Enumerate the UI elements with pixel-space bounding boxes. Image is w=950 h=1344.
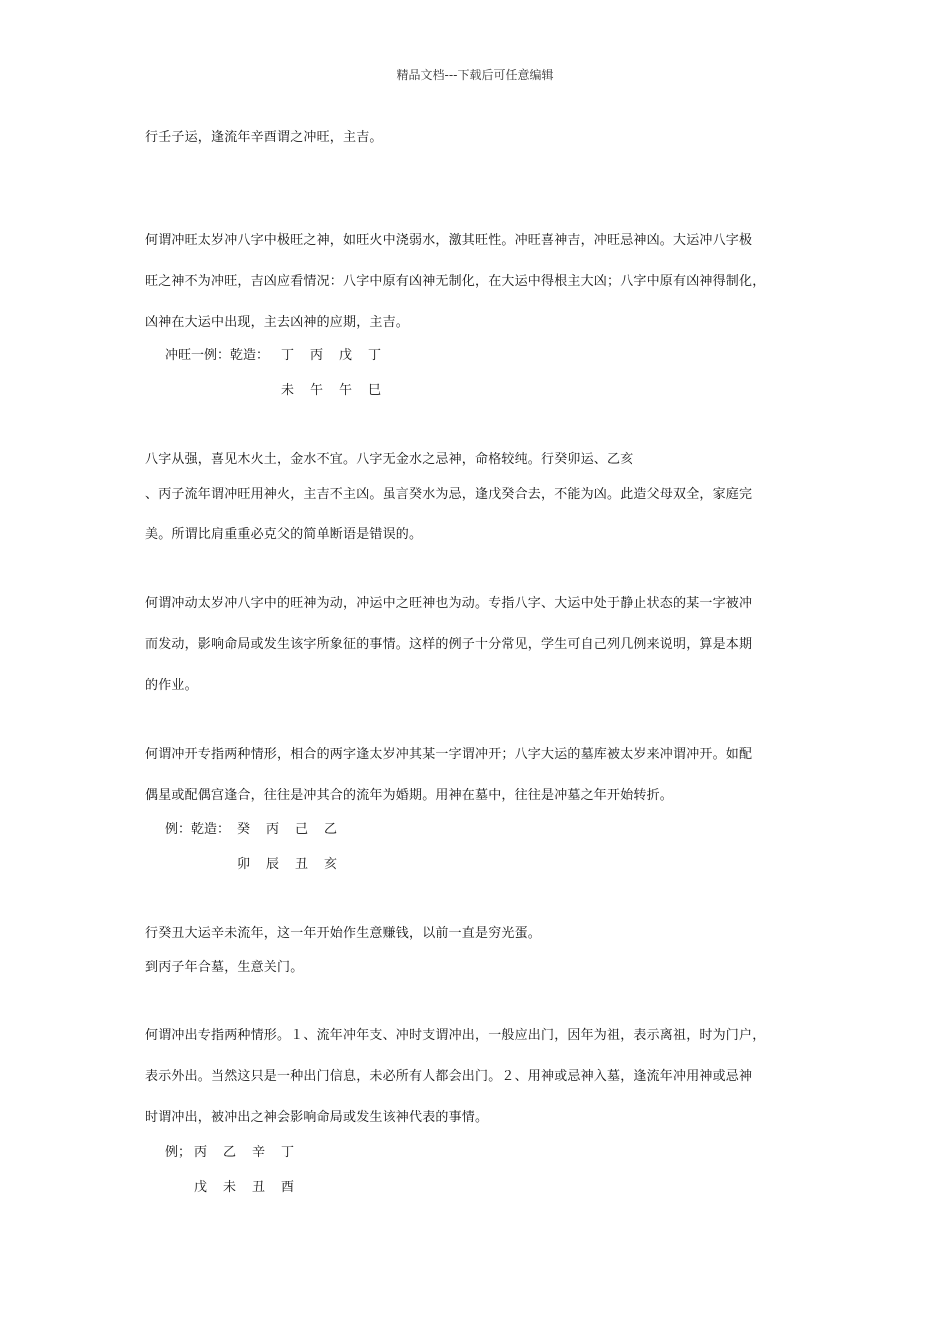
chart-label: 例； <box>165 1145 192 1160</box>
text-line: 美。所谓比肩重重必克父的简单断语是错误的。 <box>145 527 423 542</box>
stem-char: 乙 <box>324 822 338 837</box>
text-line: 到丙子年合墓，生意关门。 <box>145 960 304 975</box>
stem-char: 丙 <box>194 1145 208 1160</box>
stem-char: 丙 <box>266 822 280 837</box>
branch-char: 午 <box>310 383 324 398</box>
branch-char: 丑 <box>295 857 309 872</box>
text-line: 何谓冲动太岁冲八字中的旺神为动，冲运中之旺神也为动。专指八字、大运中处于静止状态的某一字被冲 <box>145 596 753 611</box>
bazi-chart-1-branches <box>281 383 397 399</box>
branch-char: 戊 <box>194 1180 208 1195</box>
branch-char: 午 <box>339 383 353 398</box>
bazi-chart-3-branches <box>194 1180 310 1196</box>
text-line: 何谓冲旺太岁冲八字中极旺之神，如旺火中浇弱水，激其旺性。冲旺喜神吉，冲旺忌神凶。大运冲八字极 <box>145 233 753 248</box>
branch-char: 巳 <box>368 383 382 398</box>
stem-char: 丁 <box>368 348 382 363</box>
text-line: 行壬子运，逢流年辛酉谓之冲旺，主吉。 <box>145 130 383 145</box>
branch-char: 辰 <box>266 857 280 872</box>
text-line: 的作业。 <box>145 678 198 693</box>
stem-char: 乙 <box>223 1145 237 1160</box>
text-line: 偶星或配偶宫逢合，往往是冲其合的流年为婚期。用神在墓中，往往是冲墓之年开始转折。 <box>145 788 674 803</box>
bazi-chart-2-branches <box>237 857 353 873</box>
text-line: 旺之神不为冲旺，吉凶应看情况：八字中原有凶神无制化，在大运中得根主大凶；八字中原有凶神得制化， <box>145 274 766 289</box>
text-line: 时谓冲出，被冲出之神会影响命局或发生该神代表的事情。 <box>145 1110 489 1125</box>
bazi-chart-2-stems <box>165 822 353 838</box>
stem-char: 丁 <box>281 1145 295 1160</box>
branch-char: 未 <box>281 383 295 398</box>
text-line: 表示外出。当然这只是一种出门信息，未必所有人都会出门。２、用神或忌神入墓，逢流年冲用神或忌神 <box>145 1069 753 1084</box>
branch-char: 酉 <box>281 1180 295 1195</box>
branch-char: 亥 <box>324 857 338 872</box>
text-line: 、丙子流年谓冲旺用神火，主吉不主凶。虽言癸水为忌，逢戊癸合去，不能为凶。此造父母双全，家庭完 <box>145 487 753 502</box>
stem-char: 丙 <box>310 348 324 363</box>
stem-char: 己 <box>295 822 309 837</box>
branch-char: 卯 <box>237 857 251 872</box>
chart-label: 冲旺一例：乾造： <box>165 348 270 363</box>
page-header: 精品文档---下载后可任意编辑 <box>396 68 554 82</box>
stem-char: 辛 <box>252 1145 266 1160</box>
bazi-chart-3-stems <box>165 1145 310 1161</box>
text-line: 八字从强，喜见木火土，金水不宜。八字无金水之忌神，命格较纯。行癸卯运、乙亥 <box>145 452 634 467</box>
text-line: 何谓冲开专指两种情形，相合的两字逢太岁冲其某一字谓冲开；八字大运的墓库被太岁来冲谓冲开。如配 <box>145 747 753 762</box>
text-line: 行癸丑大运辛未流年，这一年开始作生意赚钱，以前一直是穷光蛋。 <box>145 926 542 941</box>
branch-char: 丑 <box>252 1180 266 1195</box>
bazi-chart-1-stems <box>165 348 397 364</box>
text-line: 何谓冲出专指两种情形。１、流年冲年支、冲时支谓冲出，一般应出门，因年为祖，表示离祖，时为门户， <box>145 1028 766 1043</box>
stem-char: 丁 <box>281 348 295 363</box>
branch-char: 未 <box>223 1180 237 1195</box>
text-line: 而发动，影响命局或发生该字所象征的事情。这样的例子十分常见，学生可自己列几例来说明，算是本期 <box>145 637 753 652</box>
chart-label: 例：乾造： <box>165 822 231 837</box>
stem-char: 戊 <box>339 348 353 363</box>
text-line: 凶神在大运中出现，主去凶神的应期，主吉。 <box>145 315 410 330</box>
stem-char: 癸 <box>237 822 251 837</box>
